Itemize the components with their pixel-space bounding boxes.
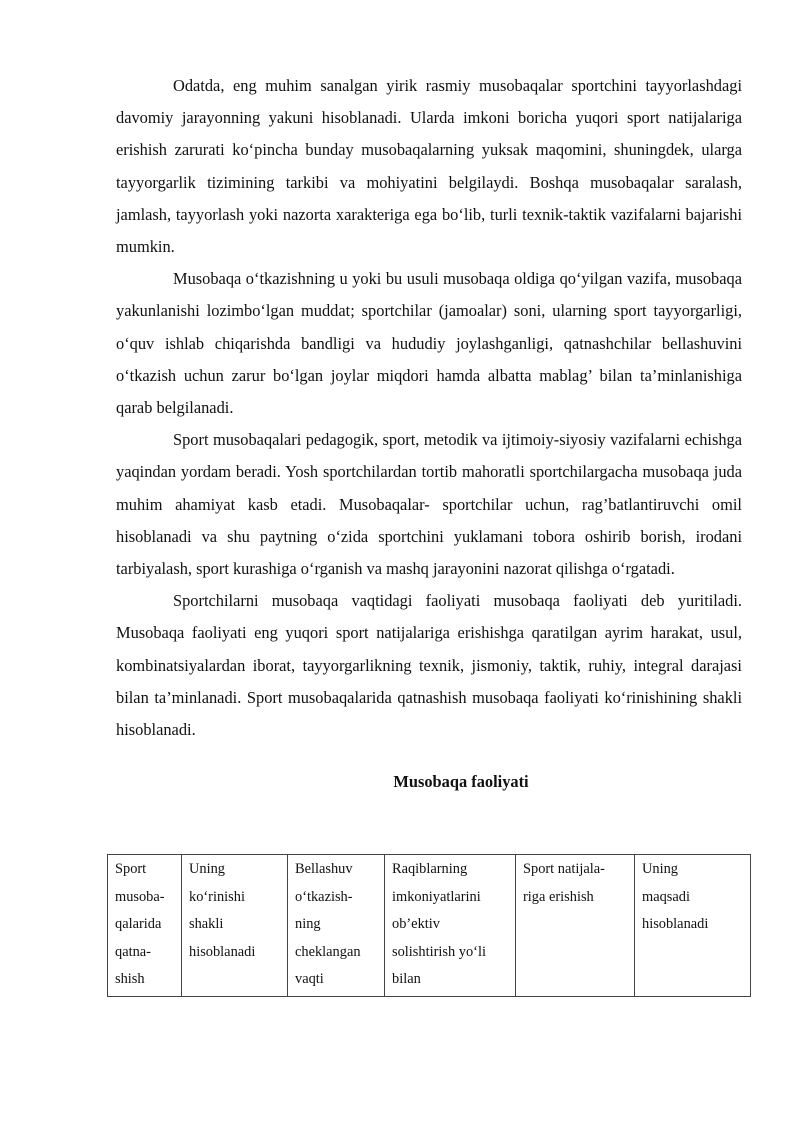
table-cell-line: o‘tkazish- [295, 888, 353, 905]
table-cell-2 [182, 855, 288, 997]
table-cell-line: qalarida [115, 916, 162, 932]
table-cell-line: Raqiblarning [392, 861, 468, 877]
paragraph-4: Sportchilarni musobaqa vaqtidagi faoliyati musobaqa faoliyati deb yuritiladi. Musobaqa faoliyati eng yuqori sport natijalariga erishishga qaratilgan ayrim harakat, usul, kombinatsiyalardan iborat, tayyorgarlikning texnik, jismoniy, taktik, ruhiy, integral darajasi bilan ta’minlanadi. Sport musobaqalarida qatnashish musobaqa faoliyati ko‘rinishining shakli hisoblanadi. [116, 591, 742, 740]
table-row [108, 855, 751, 997]
table-cell-line: ning [295, 916, 321, 932]
table-cell-line: maqsadi [642, 888, 690, 905]
table-cell-line: cheklangan [295, 943, 361, 960]
table-cell-line: vaqti [295, 971, 324, 987]
activity-table [107, 854, 751, 997]
table-cell-line: riga erishish [523, 888, 594, 905]
table-cell-line: bilan [392, 971, 421, 987]
table-cell-line: ob’ektiv [392, 916, 440, 932]
table-cell-line: imkoniyatlarini [392, 888, 481, 905]
table-cell-1 [108, 855, 182, 997]
table-cell-line: hisoblanadi [642, 916, 709, 932]
table-cell-4 [385, 855, 516, 997]
table-cell-line: musoba- [115, 888, 165, 905]
table-cell-line: Uning [189, 861, 225, 877]
table-cell-line: solishtirish yo‘li [392, 943, 486, 960]
paragraph-1: Odatda, eng muhim sanalgan yirik rasmiy musobaqalar sportchini tayyorlashdagi davomiy jarayonning yakuni hisoblanadi. Ularda imkoni boricha yuqori sport natijalariga erishish zarurati ko‘pincha bunday musobaqalarning yuksak maqomini, shuningdek, ularga tayyorgarlik tizimining tarkibi va mohiyatini belgilaydi. Boshqa musobaqalar saralash, jamlash, tayyorlash yoki nazorta xarakteriga ega bo‘lib, turli texnik-taktik vazifalarni bajarishi mumkin. [116, 76, 742, 257]
paragraph-2: Musobaqa o‘tkazishning u yoki bu usuli musobaqa oldiga qo‘yilgan vazifa, musobaqa yakunlanishi lozimbo‘lgan muddat; sportchilar (jamoalar) soni, ularning sport tayyorgarligi, o‘quv ishlab chiqarishda bandligi va hududiy joylashganligi, qatnashchilar bellashuvini o‘tkazish uchun zarur bo‘lgan joylar miqdori hamda albatta mablag’ bilan ta’minlanishiga qarab belgilanadi. [116, 269, 742, 418]
table-cell-line: shakli [189, 916, 224, 932]
table-cell-3 [288, 855, 385, 997]
table-cell-6 [635, 855, 751, 997]
table-title: Musobaqa faoliyati [393, 772, 529, 792]
table-cell-line: shish [115, 971, 145, 987]
table-cell-line: ko‘rinishi [189, 888, 245, 905]
table-cell-5 [516, 855, 635, 997]
table-cell-line: hisoblanadi [189, 943, 256, 960]
table-cell-line: qatna- [115, 943, 151, 960]
table-cell-line: Sport natijala- [523, 861, 605, 877]
table-cell-line: Sport [115, 861, 147, 877]
document-page [116, 70, 742, 795]
table-cell-line: Uning [642, 861, 678, 877]
table-cell-line: Bellashuv [295, 861, 353, 877]
paragraph-3: Sport musobaqalari pedagogik, sport, metodik va ijtimoiy-siyosiy vazifalarni echishga yaqindan yordam beradi. Yosh sportchilardan tortib mahoratli sportchilargacha musobaqa juda muhim ahamiyat kasb etadi. Musobaqalar- sportchilar uchun, rag’batlantiruvchi omil hisoblanadi va shu paytning o‘zida sportchini yuklamani tobora oshirib borish, irodani tarbiyalash, sport kurashiga o‘rganish va mashq jarayonini nazorat qilishga o‘rgatadi. [116, 430, 742, 579]
